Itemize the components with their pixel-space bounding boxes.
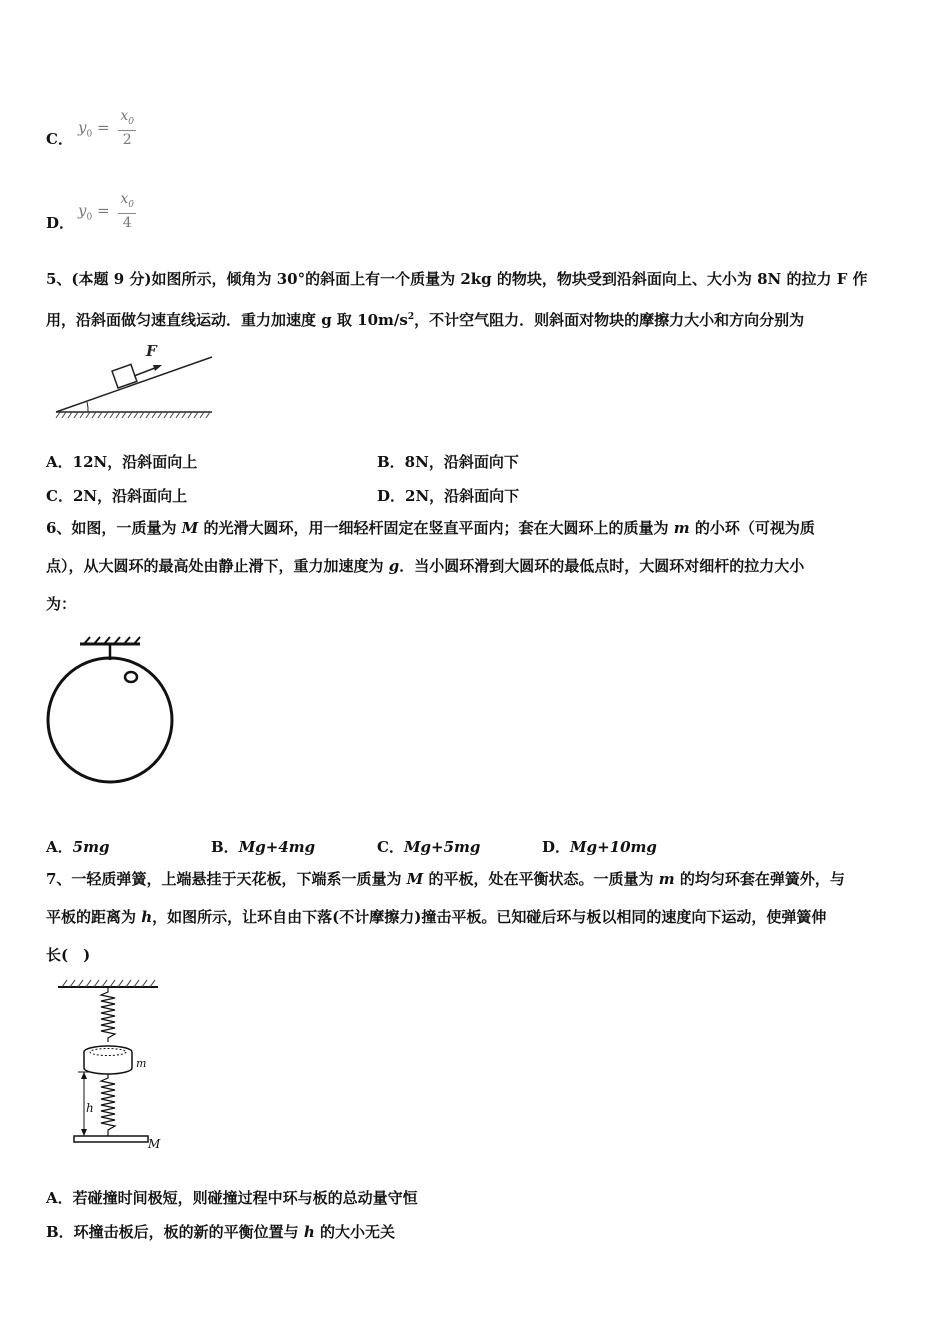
q5-line1: 5、(本题 9 分)如图所示，倾角为 30°的斜面上有一个质量为 2kg 的物块，物块受到沿斜面向上、大小为 8N 的拉力 F 作 [46, 270, 868, 288]
ceiling-hatch [62, 980, 155, 987]
q6-option-a[interactable]: A．5mg [46, 838, 110, 856]
force-label: F [146, 342, 157, 360]
plate [74, 1136, 148, 1142]
q7-spring-figure [54, 978, 164, 1154]
q7-stem [46, 860, 908, 974]
q6-option-c[interactable]: C．Mg+5mg [377, 838, 481, 856]
label-M: M [148, 1137, 161, 1151]
q5-stem [46, 260, 908, 339]
q4-option-d-formula: $y_0$ = $\frac{x_0}{4}$ [78, 191, 134, 231]
q5-incline-figure [50, 340, 220, 422]
q4-option-d-label: D． [46, 214, 75, 232]
q6-line2: 点），从大圆环的最高处由静止滑下，重力加速度为 g．当小圆环滑到大圆环的最低点时，大圆环对细杆的拉力大小 [46, 557, 805, 575]
small-ring [125, 672, 137, 682]
q6-ring-figure [44, 636, 180, 786]
q4-option-c-formula: $y_0$ = $\frac{x_0}{2}$ [78, 108, 134, 148]
force-arrowhead [153, 365, 162, 371]
label-h: h [86, 1101, 94, 1115]
q6-line3: 为： [46, 595, 77, 613]
q7-line2: 平板的距离为 h，如图所示，让环自由下落(不计摩擦力)撞击平板。已知碰后环与板以相同的速度向下运动，使弹簧伸 [46, 908, 827, 926]
q7-option-a[interactable]: A．若碰撞时间极短，则碰撞过程中环与板的总动量守恒 [46, 1189, 418, 1207]
angle-arc [87, 402, 88, 412]
q6-stem [46, 509, 908, 623]
label-m: m [136, 1057, 147, 1070]
q5-option-c[interactable]: C．2N，沿斜面向上 [46, 487, 188, 505]
spring-lower [101, 1074, 115, 1136]
q6-option-b[interactable]: B．Mg+4mg [211, 838, 316, 856]
q6-option-d[interactable]: D．Mg+10mg [542, 838, 657, 856]
q7-line1: 7、一轻质弹簧，上端悬挂于天花板，下端系一质量为 M 的平板，处在平衡状态。一质量为 m 的均匀环套在弹簧外，与 [46, 870, 845, 888]
incline-surface [56, 357, 212, 412]
q5-line2: 用，沿斜面做匀速直线运动．重力加速度 g 取 $10m/s^2$，不计空气阻力．则斜面对物块的摩擦力大小和方向分别为 [46, 311, 805, 329]
q4-option-c-label: C． [46, 130, 73, 148]
ground-hatch [56, 412, 210, 418]
large-ring [48, 658, 172, 782]
q7-option-b[interactable]: B．环撞击板后，板的新的平衡位置与 h 的大小无关 [46, 1223, 396, 1241]
spring-upper [101, 987, 115, 1042]
q6-line1: 6、如图，一质量为 M 的光滑大圆环，用一细轻杆固定在竖直平面内；套在大圆环上的质量为 m 的小环（可视为质 [46, 519, 815, 537]
q7-line3: 长( ) [46, 946, 91, 964]
q5-option-a[interactable]: A．12N，沿斜面向上 [46, 453, 198, 471]
q5-option-d[interactable]: D．2N，沿斜面向下 [377, 487, 520, 505]
q5-option-b[interactable]: B．8N，沿斜面向下 [377, 453, 519, 471]
ring-bottom [84, 1068, 132, 1074]
